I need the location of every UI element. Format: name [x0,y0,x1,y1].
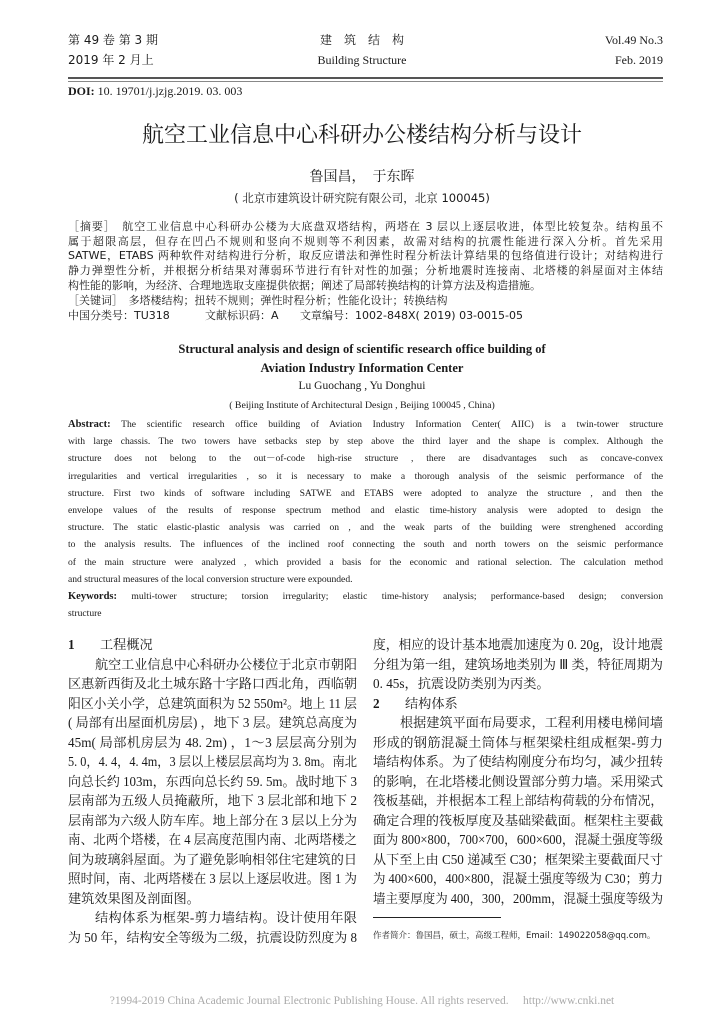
keywords-en-last: structure [68,608,102,619]
section-number: 1 [68,637,75,652]
paragraph-line: 分组为第一组，建筑场地类别为 Ⅲ 类，特征周期为 [373,656,663,672]
abstract-en-line: structure. The static elastic-plastic analysis was carried on , and the weak parts of the building were strenghened according [68,522,663,534]
issue-number-zh: 第 49 卷 第 3 期 [68,33,158,47]
class-number: 中国分类号：TU318 [68,309,170,322]
article-number: 文章编号：1002-848X( 2019) 03-0015-05 [300,309,523,322]
issue-date-zh: 2019 年 2 月上 [68,53,154,67]
copyright-notice: ?1994-2019 China Academic Journal Electronic Publishing House. All rights reserved. http://www.cnki.net [109,995,615,1007]
footnote-rule [373,917,501,918]
abstract-en-line: envelope values of the results of response spectrum method and elastic time-history analysis were adopted to design the [68,505,663,516]
section-title: 结构体系 [405,695,458,711]
paragraph-line: 0. 45s，抗震设防类别为丙类。 [373,676,550,691]
paragraph-line: 5. 0，4. 4，4. 4m，3 层以上楼层层高均为 3. 8m。南北 [68,754,357,769]
paragraph-line: 确定合理的筏板厚度及基础梁截面。框架柱主要截 [373,812,664,828]
paragraph-line: 的影响，在北塔楼北侧设置部分剪力墙。采用梁式 [373,773,664,789]
paragraph-line: 度，相应的设计基本地震加速度为 0. 20g，设计地震 [373,637,663,652]
section-heading [68,636,153,654]
doi-label: DOI: [68,84,95,98]
paragraph-line: 为 400×600，400×800，混凝土强度等级为 C30；剪力 [373,871,663,886]
keywords-en-label: Keywords: [68,591,117,602]
paragraph-line: 层南部为六级人防车库。地上部分在 3 层以上分为 [68,812,357,828]
paragraph-line: 墙主要厚度为 400，300，200mm，混凝土强度等级为 [373,890,664,906]
journal-name-zh: 建 筑 结 构 [319,33,405,47]
doi-value: 10. 19701/j.jzjg.2019. 03. 003 [97,84,243,98]
paragraph-line: 为 50 年，结构安全等级为二级，抗震设防烈度为 8 [68,929,357,945]
paragraph-line: 层南部为五级人员掩蔽所，地下 3 层北部和地下 2 [68,793,357,808]
abstract-en-line: of the main structure were analyzed , which provided a basis for the economic and rational selection. The calculation method [68,556,663,568]
abstract-zh-line: ［摘要］ 航空工业信息中心科研办公楼为大底盘双塔结构，两塔在 3 层以上逐层收进，体型比较复杂。结构虽不 [68,220,663,233]
affiliation-en: ( Beijing Institute of Architectural Design , Beijing 100045 , China) [229,400,495,411]
title-zh: 航空工业信息中心科研办公楼结构分析与设计 [141,123,583,148]
abstract-en-line: structure does not belong to the out－of-code high-rise structure , there are disadvantages such as concave-convex [68,453,663,465]
paragraph-line: 建筑效果图及剖面图。 [68,890,200,906]
title-en-line-1: Structural analysis and design of scientific research office building of [178,342,546,356]
paragraph-line: 阳区小关小学，总建筑面积为 52 550m²。地上 11 层 [68,695,358,711]
section-number: 2 [373,695,380,711]
abstract-zh-line: SATWE，ETABS 两种软件对结构进行分析，取反应谱法和弹性时程分析法计算结果的包络值进行设计；对结构进行 [68,249,663,263]
abstract-en-line: irregularities and vertical irregularities , so it is necessary to make a thorough analysis of the seismic performance of the [68,470,663,482]
paragraph-line: 墙结构体系。为了使结构刚度分布均匀，减少扭转 [373,754,664,769]
paragraph-line: 从下至上由 C50 递减至 C30；框架梁主要截面尺寸 [373,851,664,867]
paragraph-line: 根据建筑平面布局要求，工程利用楼电梯间墙 [400,715,664,730]
abstract-en-first-line [68,418,663,432]
issue-number-en: Vol.49 No.3 [604,33,663,47]
keywords-zh: ［关键词］ 多塔楼结构；扭转不规则；弹性时程分析；性能化设计；转换结构 [68,293,448,307]
title-en-line-2: Aviation Industry Information Center [260,361,464,375]
document-code: 文献标识码：A [205,309,279,322]
paragraph-line: 面为 800×800，700×700，600×600，混凝土强度等级 [373,832,663,847]
header-rule [68,77,663,79]
paragraph-line: 南、北两个塔楼，在 4 层高度范围内南、北两塔楼之 [68,832,357,847]
paragraph-line: 结构体系为框架-剪力墙结构。设计使用年限 [95,910,357,925]
abstract-zh-line: 构性能的影响，为经济、合理地选取支座提供依据；阐述了局部转换结构的计算方法及构造措施。 [68,278,541,292]
abstract-en-line: to the analysis results. The influences of the inclined roof connecting the south and north towers on the seismic performance [68,539,663,551]
doi [68,84,242,99]
journal-name-en: Building Structure [317,53,407,67]
authors-zh: 鲁国昌， 于东晖 [309,169,415,185]
paragraph-line: 区惠新西街及北土城东路十字路口西北角，西临朝 [68,676,357,691]
paragraph-line: 筏板基础，并根据本工程上部结构荷载的分布情况， [373,793,663,808]
paragraph-line: 形成的钢筋混凝土筒体与框架梁柱组成框架-剪力 [373,734,663,750]
abstract-en-text: The scientific research office building of Aviation Industry Information Center( AIIC) is a twin-tower structure [110,419,663,430]
paragraph-line: 45m( 局部机房层为 48. 2m) ，1～3 层层高分别为 [68,734,357,750]
affiliation-zh: ( 北京市建筑设计研究院有限公司，北京 100045) [234,191,490,205]
paragraph-line: 向总长约 103m，东西向总长约 59. 5m。战时地下 3 [68,773,358,789]
abstract-en-line: with large chassis. The two towers have setbacks step by step above the third layer and the shape is complex. Although the [68,436,663,448]
section-heading [373,695,458,713]
abstract-en-line: structure. First two kinds of software including SATWE and ETABS were adopted to analyze the structure , and then the [68,487,663,499]
abstract-en-label: Abstract: [68,419,111,430]
keywords-en-line [68,590,663,604]
paragraph-line: 航空工业信息中心科研办公楼位于北京市朝阳 [95,656,358,672]
paragraph-line: ( 局部有出屋面机房层) ，地下 3 层。建筑总高度为 [68,715,358,730]
abstract-zh-line: 静力弹塑性分析，并根据分析结果对薄弱环节进行有针对性的加强；分析地震时连接南、北塔楼的斜屋面对主体结 [68,264,663,278]
issue-date-en: Feb. 2019 [615,53,663,67]
header-rule-thin [68,81,663,82]
paragraph-line: 照时间，南、北两塔楼在 3 层以上逐层收进。图 1 为 [68,871,357,886]
author-footnote: 作者简介：鲁国昌，硕士，高级工程师，Email：149022058@qq.com。 [373,931,656,941]
abstract-zh-line: 属于超限高层，但存在凹凸不规则和竖向不规则等不利因素，故需对结构的抗震性能进行深入分析。首先采用 [68,234,663,248]
keywords-en-text: multi-tower structure; torsion irregularity; elastic time-history analysis; performance-based design; conversion [117,591,663,602]
authors-en: Lu Guochang , Yu Donghui [298,380,426,392]
section-title: 工程概况 [100,637,153,652]
abstract-en-line: and structural measures of the local conversion structure were expounded. [68,573,353,585]
paragraph-line: 间为玻璃斜屋面。为了避免影响相邻住宅建筑的日 [68,851,357,867]
